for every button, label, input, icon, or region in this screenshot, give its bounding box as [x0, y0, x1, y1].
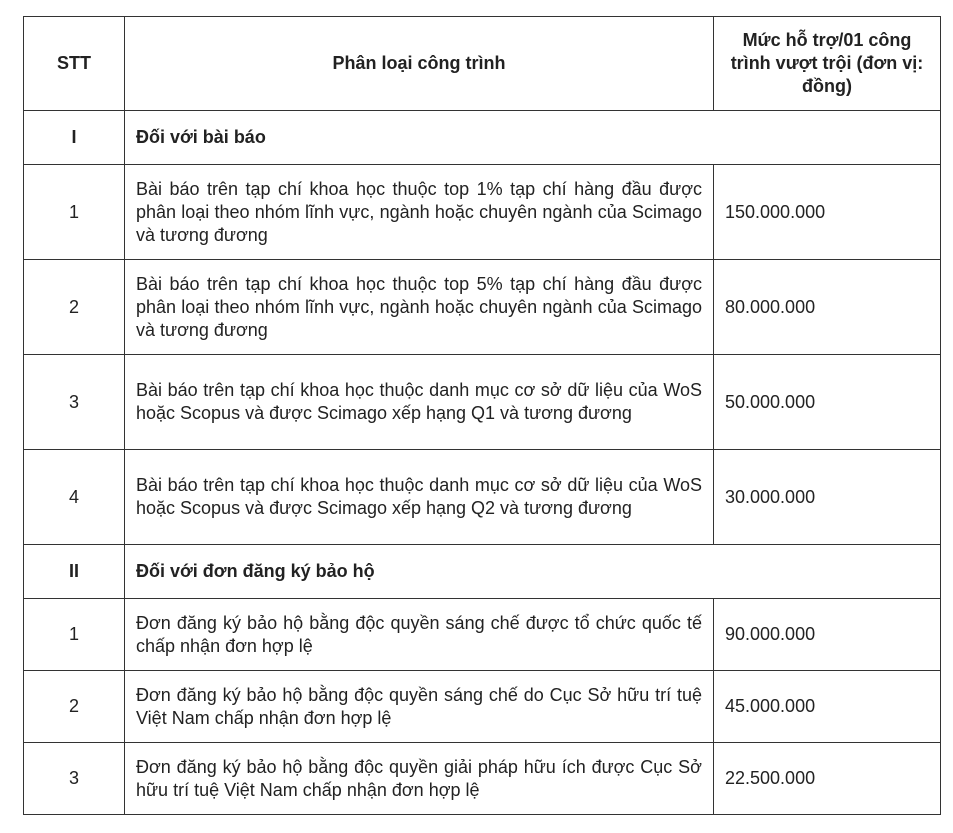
row-description: Đơn đăng ký bảo hộ bằng độc quyền sáng chế được tổ chức quốc tế chấp nhận đơn hợp lệ — [125, 599, 714, 671]
section-number: II — [24, 545, 125, 599]
section-row-patents — [24, 545, 941, 599]
row-description: Bài báo trên tạp chí khoa học thuộc top 1% tạp chí hàng đầu được phân loại theo nhóm lĩnh vực, ngành hoặc chuyên ngành của Scimago và tương đương — [125, 165, 714, 260]
row-stt: 4 — [24, 450, 125, 545]
row-stt: 1 — [24, 599, 125, 671]
row-description: Bài báo trên tạp chí khoa học thuộc top 5% tạp chí hàng đầu được phân loại theo nhóm lĩnh vực, ngành hoặc chuyên ngành của Scimago và tương đương — [125, 260, 714, 355]
row-stt: 1 — [24, 165, 125, 260]
section-number: I — [24, 111, 125, 165]
table-row — [24, 355, 941, 450]
header-amount: Mức hỗ trợ/01 công trình vượt trội (đơn vị: đồng) — [714, 17, 941, 111]
table-row — [24, 260, 941, 355]
row-stt: 2 — [24, 260, 125, 355]
header-type: Phân loại công trình — [125, 17, 714, 111]
table-row — [24, 671, 941, 743]
table-row — [24, 165, 941, 260]
row-amount: 150.000.000 — [714, 165, 941, 260]
row-stt: 3 — [24, 743, 125, 815]
row-amount: 50.000.000 — [714, 355, 941, 450]
row-description: Bài báo trên tạp chí khoa học thuộc danh mục cơ sở dữ liệu của WoS hoặc Scopus và được Scimago xếp hạng Q2 và tương đương — [125, 450, 714, 545]
table-row — [24, 599, 941, 671]
table-row — [24, 450, 941, 545]
header-stt: STT — [24, 17, 125, 111]
table-header-row — [24, 17, 941, 111]
row-amount: 80.000.000 — [714, 260, 941, 355]
row-amount: 30.000.000 — [714, 450, 941, 545]
row-description: Đơn đăng ký bảo hộ bằng độc quyền giải pháp hữu ích được Cục Sở hữu trí tuệ Việt Nam chấp nhận đơn hợp lệ — [125, 743, 714, 815]
row-description: Đơn đăng ký bảo hộ bằng độc quyền sáng chế do Cục Sở hữu trí tuệ Việt Nam chấp nhận đơn hợp lệ — [125, 671, 714, 743]
table-row — [24, 743, 941, 815]
section-title: Đối với đơn đăng ký bảo hộ — [125, 545, 941, 599]
section-title: Đối với bài báo — [125, 111, 941, 165]
row-stt: 2 — [24, 671, 125, 743]
row-amount: 22.500.000 — [714, 743, 941, 815]
support-level-table — [23, 16, 941, 815]
section-row-articles — [24, 111, 941, 165]
row-description: Bài báo trên tạp chí khoa học thuộc danh mục cơ sở dữ liệu của WoS hoặc Scopus và được Scimago xếp hạng Q1 và tương đương — [125, 355, 714, 450]
row-stt: 3 — [24, 355, 125, 450]
row-amount: 45.000.000 — [714, 671, 941, 743]
row-amount: 90.000.000 — [714, 599, 941, 671]
